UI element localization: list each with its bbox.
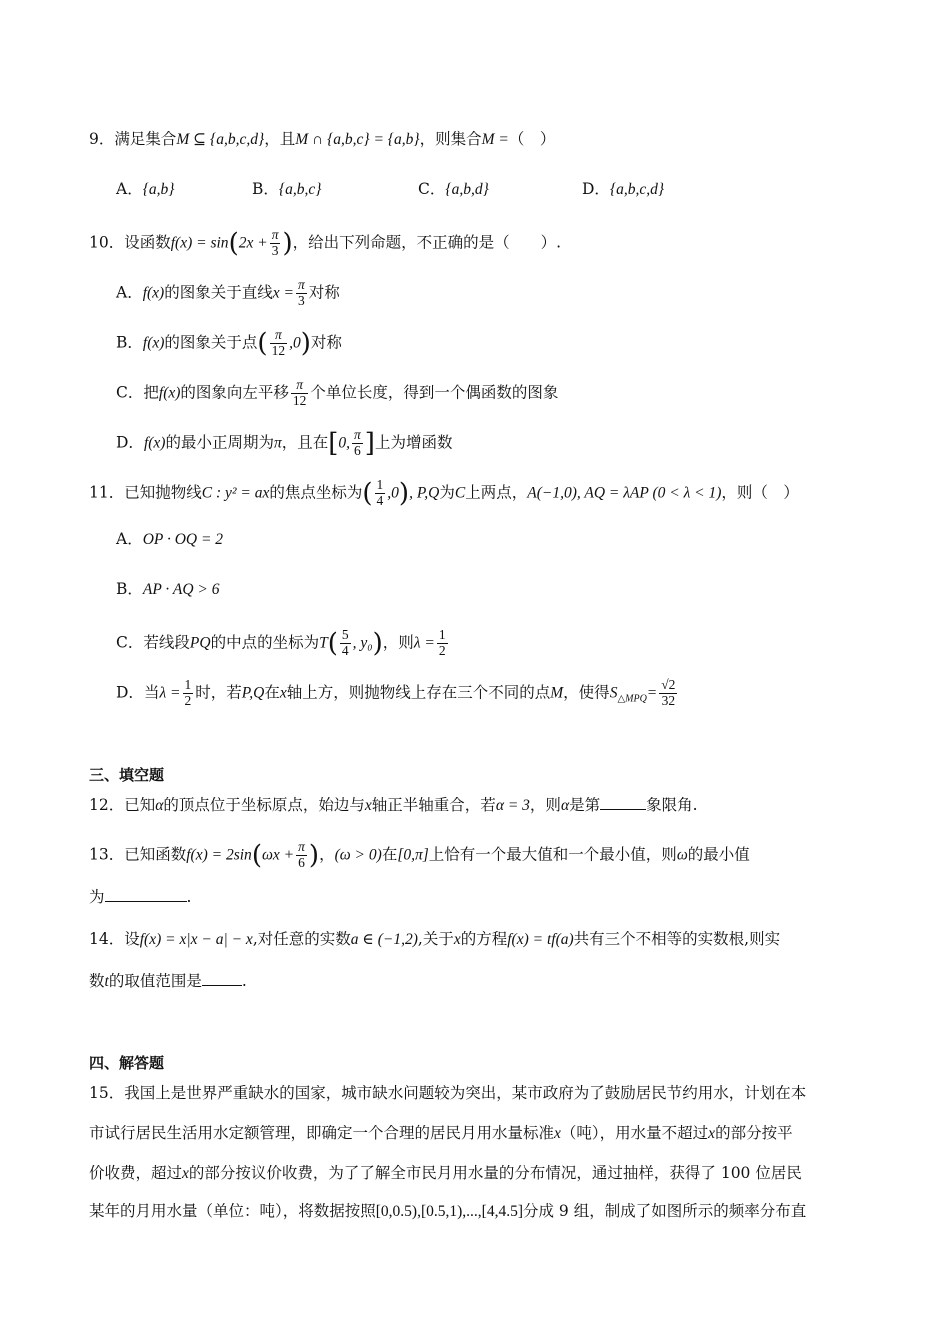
q15-line2-text-a: 市试行居民生活用水定额管理，即确定一个合理的居民月用水量标准 <box>89 1124 555 1142</box>
q10-option-b: B．f(x)的图象关于点( $\frac{\pi}{12}$ ,0)对称 <box>116 327 342 359</box>
q10-option-d-pi: π <box>273 434 282 452</box>
q11-option-c-fraction: $\frac{5}{4}$ <box>341 627 349 658</box>
q15-line3-text-a: 价收费，超过 <box>89 1164 183 1182</box>
q11-text1: 的焦点坐标为 <box>269 483 363 502</box>
section-solution-title: 四、解答题 <box>89 1054 165 1072</box>
question-9 <box>89 128 555 151</box>
q14-text3: ,关于 <box>417 930 454 948</box>
q13-function: f(x) = 2sin <box>186 846 252 864</box>
q14-line2-text-a: 数 <box>89 972 105 990</box>
q15-intervals: [0,0.5),[0.5,1),...,[4,4.5] <box>375 1203 523 1220</box>
q9-number: 9． <box>89 130 115 148</box>
q10-number: 10． <box>89 233 125 252</box>
question-10: 10．设函数f(x) = sin(2x + $\frac{\pi}{3}$ )，给出下列命题，不正确的是（ ）. <box>89 227 562 259</box>
q11-option-d-text0: 当 <box>143 683 160 702</box>
q11-option-a-expr: OP · OQ = 2 <box>142 531 224 548</box>
q14-line2 <box>89 970 247 993</box>
q9-answer-paren: （ ） <box>508 130 556 148</box>
q12-text4: ，则 <box>529 796 561 814</box>
q10-option-c-fraction: $\frac{\pi}{12}$ <box>292 377 307 408</box>
q11-lead: 已知抛物线 <box>124 483 202 502</box>
q11-option-c-text2: 的中点的坐标为 <box>210 633 320 652</box>
q10-function: f(x) = sin <box>170 234 229 252</box>
q10-option-a-text1: 的图象关于直线 <box>164 283 273 302</box>
q9-ask: ，则集合 <box>419 130 482 148</box>
q11-text4: ，则（ ） <box>721 483 799 502</box>
q11-option-d-text3: 轴上方，则抛物线上存在三个不同的点 <box>286 683 551 702</box>
q14-condition: a ∈ (−1,2) <box>350 931 418 948</box>
q14-end: . <box>241 972 247 990</box>
q15-number: 15． <box>89 1084 125 1102</box>
q11-option-b-expr: AP · AQ > 6 <box>142 581 220 598</box>
q14-t: t <box>104 973 109 990</box>
q9-option-a <box>116 178 174 201</box>
q11-option-d-text2: 在 <box>264 683 280 702</box>
q10-fraction: $\frac{\pi}{3}$ <box>271 227 279 258</box>
q12-answer-blank[interactable] <box>600 795 646 810</box>
q15-line4-text-a: 某年的月用水量（单位：吨），将数据按照 <box>89 1202 376 1220</box>
q12-alpha2: α <box>560 797 570 814</box>
q14-text2: ,对任意的实数 <box>252 930 351 948</box>
q15-line1-text: 我国上是世界严重缺水的国家，城市缺水问题较为突出，某市政府为了鼓励居民节约用水，计划在本 <box>124 1084 807 1102</box>
q9-option-b <box>252 178 321 201</box>
q12-alpha: α <box>155 797 164 814</box>
q12-number: 12． <box>89 796 125 814</box>
q10-option-b-f: f(x) <box>142 334 165 352</box>
q9-option-c-label: C． <box>418 180 446 198</box>
question-13: 13．已知函数f(x) = 2sin(ωx + $\frac{\pi}{6}$ )，(ω > 0)在[0,π]上恰有一个最大值和一个最小值，则ω的最小值 <box>89 839 750 871</box>
q9-option-c <box>418 178 489 201</box>
q11-curve: C : y² = ax <box>201 484 270 502</box>
q10-option-d-fraction: $\frac{\pi}{6}$ <box>354 427 361 458</box>
q10-option-a-f: f(x) <box>142 284 165 302</box>
q10-tail: ，给出下列命题，不正确的是（ ）. <box>292 233 562 252</box>
question-15-line1 <box>89 1082 806 1104</box>
section-fill-in-title: 三、填空题 <box>89 766 165 784</box>
q15-line2-text-b: （吨），用水量不超过 <box>560 1124 709 1142</box>
q11-option-a-label: A． <box>116 530 143 548</box>
q11-option-d-text4: ，使得 <box>563 683 610 702</box>
q11-option-c-lambda-fraction: $\frac{1}{2}$ <box>438 627 446 658</box>
q10-option-d-zero: 0, <box>338 434 351 452</box>
q11-option-c-label: C． <box>116 633 144 652</box>
q12-text2: 的顶点位于坐标原点，始边与 <box>163 796 365 814</box>
q10-option-a-label: A． <box>116 283 143 302</box>
q9-and: ，且 <box>264 130 296 148</box>
q13-text5: 的最小值 <box>687 845 750 864</box>
q15-x3: x <box>182 1165 189 1182</box>
q11-option-c-text3: ，则 <box>382 633 414 652</box>
q15-x1: x <box>554 1125 561 1142</box>
q10-option-b-label: B． <box>116 333 143 352</box>
q11-focus-fraction: $\frac{1}{4}$ <box>376 477 384 508</box>
q9-lead: 满足集合 <box>114 130 177 148</box>
q11-option-d-text1: 时，若 <box>195 683 242 702</box>
q9-option-a-label: A． <box>116 180 143 198</box>
question-12 <box>89 794 698 817</box>
q10-option-b-text2: 对称 <box>310 333 342 352</box>
q13-text3: 在 <box>381 845 398 864</box>
q10-option-c-text0: 把 <box>143 383 159 402</box>
q11-option-d-lambda-fraction: $\frac{1}{2}$ <box>184 677 192 708</box>
q13-interval: [0,π] <box>397 846 429 864</box>
q13-text1: 已知函数 <box>124 845 187 864</box>
q12-text1: 已知 <box>124 796 156 814</box>
q11-option-d-s: S <box>609 684 618 702</box>
q11-option-b-label: B． <box>116 580 143 598</box>
question-15-line3 <box>89 1162 802 1185</box>
q10-option-c-label: C． <box>116 383 144 402</box>
q10-option-b-text1: 的图象关于点 <box>164 333 258 352</box>
q11-text2: 为 <box>439 483 455 502</box>
q13-line2 <box>89 886 191 908</box>
q15-line2-text-c: 的部分按平 <box>715 1124 793 1142</box>
q13-fraction: $\frac{\pi}{6}$ <box>298 839 305 870</box>
q11-option-b <box>116 578 220 601</box>
question-15-line2 <box>89 1122 793 1145</box>
q10-option-d-f: f(x) <box>143 434 166 452</box>
q11-pq: , P,Q <box>409 484 440 502</box>
q13-number: 13． <box>89 845 125 864</box>
q11-option-d-x: x <box>279 684 287 702</box>
q11-option-d-m: M <box>550 684 564 702</box>
q10-option-a-fraction: $\frac{\pi}{3}$ <box>297 277 305 308</box>
q11-option-c-y0: , y₀ <box>352 634 373 652</box>
q11-option-d <box>116 678 679 710</box>
q14-text5: 共有三个不相等的实数根,则实 <box>573 930 781 948</box>
q11-option-d-area-fraction: $\frac{√2}{32}$ <box>661 677 676 708</box>
q11-option-d-s-sub: △MPQ <box>617 693 647 705</box>
q13-line2-text: 为 <box>89 888 105 906</box>
q9-set-condition: M ⊆ {a,b,c,d} <box>176 131 265 148</box>
q9-option-b-value: {a,b,c} <box>278 181 322 198</box>
q12-text3: 轴正半轴重合，若 <box>371 796 496 814</box>
q10-option-b-zero: ,0 <box>289 334 301 352</box>
q9-intersection: M ∩ {a,b,c} = {a,b} <box>295 131 420 148</box>
q9-ask-m: M = <box>481 131 509 148</box>
q11-option-c: C．若线段PQ的中点的坐标为T( $\frac{5}{4}$ , y₀)，则λ = $\frac{1}{2}$ <box>116 627 446 659</box>
q15-line3-text-b: 的部分按议价收费，为了了解全市民月用水量的分布情况，通过抽样，获得了 100 位居民 <box>188 1164 802 1182</box>
q10-option-d-text2: ，且在 <box>281 433 329 452</box>
question-14 <box>89 928 780 951</box>
q10-lead: 设函数 <box>124 233 171 252</box>
q14-equation: f(x) = tf(a) <box>507 931 574 948</box>
q13-inner: ωx + <box>261 846 295 864</box>
q14-number: 14． <box>89 930 125 948</box>
q10-inner: 2x + <box>238 234 268 252</box>
q11-number: 11． <box>89 483 125 502</box>
q14-text1: 设 <box>124 930 140 948</box>
q9-option-d <box>582 178 664 201</box>
q10-option-d-label: D． <box>116 433 144 452</box>
q11-option-d-label: D． <box>116 683 144 702</box>
q13-answer-blank[interactable] <box>105 887 187 902</box>
q14-function: f(x) = x|x − a| − x <box>139 931 253 948</box>
q15-line4-text-b: 分成 9 组，制成了如图所示的频率分布直 <box>523 1202 807 1220</box>
q11-option-c-t: T <box>319 634 328 652</box>
q10-option-d-text1: 的最小正周期为 <box>165 433 274 452</box>
q11-option-c-lambda: λ = <box>413 634 435 652</box>
q14-answer-blank[interactable] <box>202 971 242 986</box>
q10-option-b-fraction: $\frac{\pi}{12}$ <box>271 327 286 358</box>
q9-option-c-value: {a,b,d} <box>445 181 489 198</box>
question-11: 11．已知抛物线C : y² = ax的焦点坐标为( $\frac{1}{4}$ ,0), P,Q为C上两点，A(−1,0), AQ = λAP (0 < λ < 1)，则（ ） <box>89 477 799 509</box>
q10-option-a-text2: 对称 <box>308 283 340 302</box>
q11-condition: A(−1,0), AQ = λAP (0 < λ < 1) <box>527 484 722 502</box>
q10-option-c-text2: 个单位长度，得到一个偶函数的图象 <box>310 383 559 402</box>
q11-focus-zero: ,0 <box>387 484 399 502</box>
q12-text5: 是第 <box>569 796 601 814</box>
q13-omega: ω <box>676 846 688 864</box>
q10-option-a-x: x = <box>272 284 294 302</box>
question-15-line4 <box>89 1200 806 1223</box>
q13-end: . <box>186 888 192 906</box>
q11-option-d-pq: P,Q <box>241 684 265 702</box>
q14-text4: 的方程 <box>460 930 508 948</box>
q11-option-d-eq: = <box>646 684 658 702</box>
q14-x: x <box>453 931 461 948</box>
q11-option-c-pq: PQ <box>189 634 211 652</box>
q10-option-a <box>116 278 340 309</box>
q13-text2: ， <box>319 845 335 864</box>
q11-option-d-lambda: λ = <box>159 684 181 702</box>
q13-condition: (ω > 0) <box>334 846 382 864</box>
q12-eq: α = 3 <box>495 797 530 814</box>
q9-option-d-label: D． <box>582 180 610 198</box>
q11-option-a <box>116 528 223 551</box>
q10-option-d-text3: 上为增函数 <box>374 433 453 452</box>
q11-text3: 上两点， <box>465 483 528 502</box>
q12-text6: 象限角. <box>646 796 698 814</box>
q10-option-d: D．f(x)的最小正周期为π，且在[0, $\frac{\pi}{6}$ ]上为增函数 <box>116 427 453 459</box>
q13-text4: 上恰有一个最大值和一个最小值，则 <box>428 845 677 864</box>
q9-option-b-label: B． <box>252 180 279 198</box>
q12-x: x <box>364 797 372 814</box>
q10-option-c <box>116 378 558 409</box>
q14-line2-text-b: 的取值范围是 <box>108 972 202 990</box>
q15-x2: x <box>708 1125 716 1142</box>
q10-option-c-text1: 的图象向左平移 <box>180 383 289 402</box>
q11-option-c-text1: 若线段 <box>143 633 190 652</box>
q10-option-c-f: f(x) <box>158 384 181 402</box>
q9-option-d-value: {a,b,c,d} <box>609 181 665 198</box>
q11-c: C <box>454 484 466 502</box>
q9-option-a-value: {a,b} <box>142 181 175 198</box>
